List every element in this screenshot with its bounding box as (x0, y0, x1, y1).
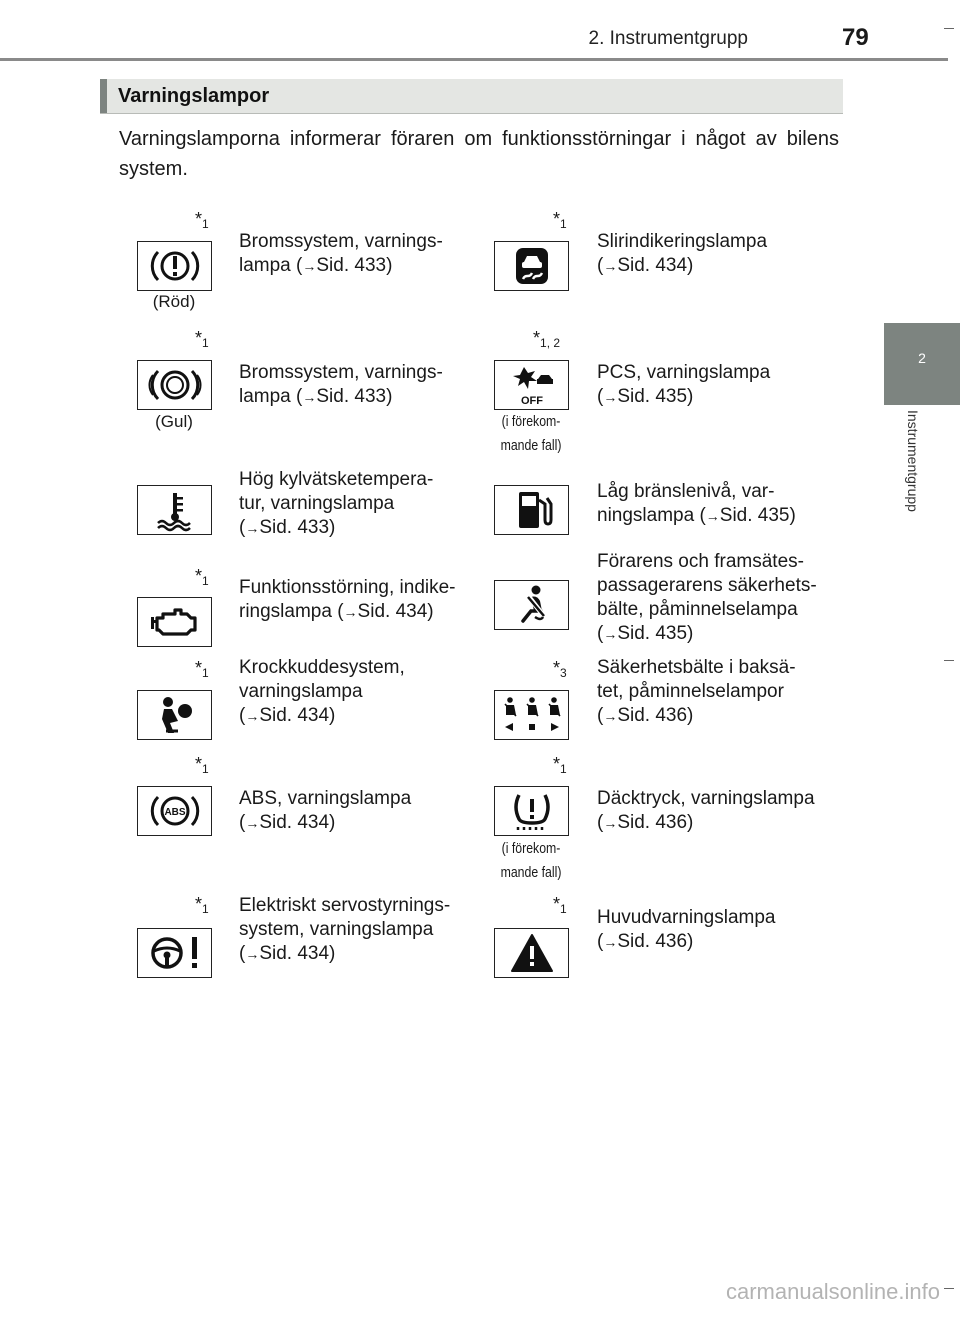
item-description: Krockkuddesystem, varningslampa (→Sid. 434) (239, 657, 405, 726)
footnote-mark: $*_1$ (195, 328, 209, 350)
item-description: Låg bränslenivå, var- ningslampa (→Sid. 435) (597, 481, 796, 526)
master-warning-icon (494, 928, 569, 978)
header-rule (0, 58, 948, 61)
item-description: Funktionsstörning, indike- ringslampa (→Sid. 434) (239, 577, 456, 622)
footnote-mark: $*_1$ (195, 658, 209, 680)
engine-malfunction-icon (137, 597, 212, 647)
intro-paragraph: Varningslamporna informerar föraren om funktionsstörningar i något av bilens system. (119, 128, 839, 180)
slip-indicator-icon (494, 241, 569, 291)
watermark: carmanualsonline.info (725, 1279, 940, 1304)
item-description: Däcktryck, varningslampa (→Sid. 436) (597, 788, 815, 833)
power-steering-icon (137, 928, 212, 978)
chapter-tab-label: Instrumentgrupp (905, 410, 921, 512)
chapter-tab-number: 2 (918, 350, 926, 366)
footnote-mark: $*_1$ (195, 566, 209, 588)
seatbelt-reminder-icon (494, 580, 569, 630)
pcs-off-icon (494, 360, 569, 410)
chapter-tab (884, 323, 960, 405)
svg-text:ABS: ABS (163, 807, 186, 818)
rear-seatbelt-icon (494, 690, 569, 740)
tire-pressure-icon (494, 786, 569, 836)
availability-note: (i förekom- mande fall) (500, 413, 562, 454)
svg-text:OFF: OFF (520, 395, 543, 407)
footnote-mark: $*_3$ (553, 658, 567, 680)
coolant-temperature-icon (137, 485, 212, 535)
brake-warning-yellow-icon (137, 360, 212, 410)
footnote-mark: $*_1$ (195, 209, 209, 231)
low-fuel-icon (494, 485, 569, 535)
item-description: Slirindikeringslampa (→Sid. 434) (597, 231, 768, 276)
item-description: ABS, varningslampa (→Sid. 434) (239, 788, 412, 833)
item-description: Säkerhetsbälte i baksä- tet, påminnelselampor (→Sid. 436) (597, 657, 796, 726)
section-accent (100, 79, 107, 113)
item-description: Hög kylvätsketempera- tur, varningslampa (→Sid. 433) (239, 469, 434, 538)
edge-tick (944, 1288, 954, 1289)
footnote-mark: $*_1$ (553, 209, 567, 231)
edge-tick (944, 660, 954, 661)
airbag-icon (137, 690, 212, 740)
item-description: PCS, varningslampa (→Sid. 435) (597, 362, 771, 407)
footnote-mark: $*_1$ (553, 754, 567, 776)
item-description: Elektriskt servostyrnings- system, varningslampa (→Sid. 434) (239, 895, 451, 964)
item-description: Huvudvarningslampa (→Sid. 436) (597, 907, 776, 952)
footnote-mark: $*_1$ (195, 894, 209, 916)
page-number: 79 (842, 24, 869, 51)
header-title: 2. Instrumentgrupp (588, 28, 748, 49)
footnote-mark: $*_1$ (553, 894, 567, 916)
brake-warning-icon (137, 241, 212, 291)
footnote-mark: $*_{1, 2}$ (533, 328, 561, 350)
edge-tick (944, 28, 954, 29)
availability-note: (i förekom- mande fall) (500, 840, 562, 881)
footnote-mark: $*_1$ (195, 754, 209, 776)
color-note: (Röd) (152, 292, 196, 311)
item-description: Bromssystem, varnings- lampa (→Sid. 433) (239, 231, 443, 276)
item-description: Förarens och framsätes- passagerarens säkerhets- bälte, påminnelselampa (→Sid. 435) (597, 551, 817, 644)
section-title: Varningslampor (118, 85, 270, 107)
section-header (100, 79, 843, 114)
item-description: Bromssystem, varnings- lampa (→Sid. 433) (239, 362, 443, 407)
abs-icon (137, 786, 212, 836)
color-note: (Gul) (155, 412, 193, 431)
